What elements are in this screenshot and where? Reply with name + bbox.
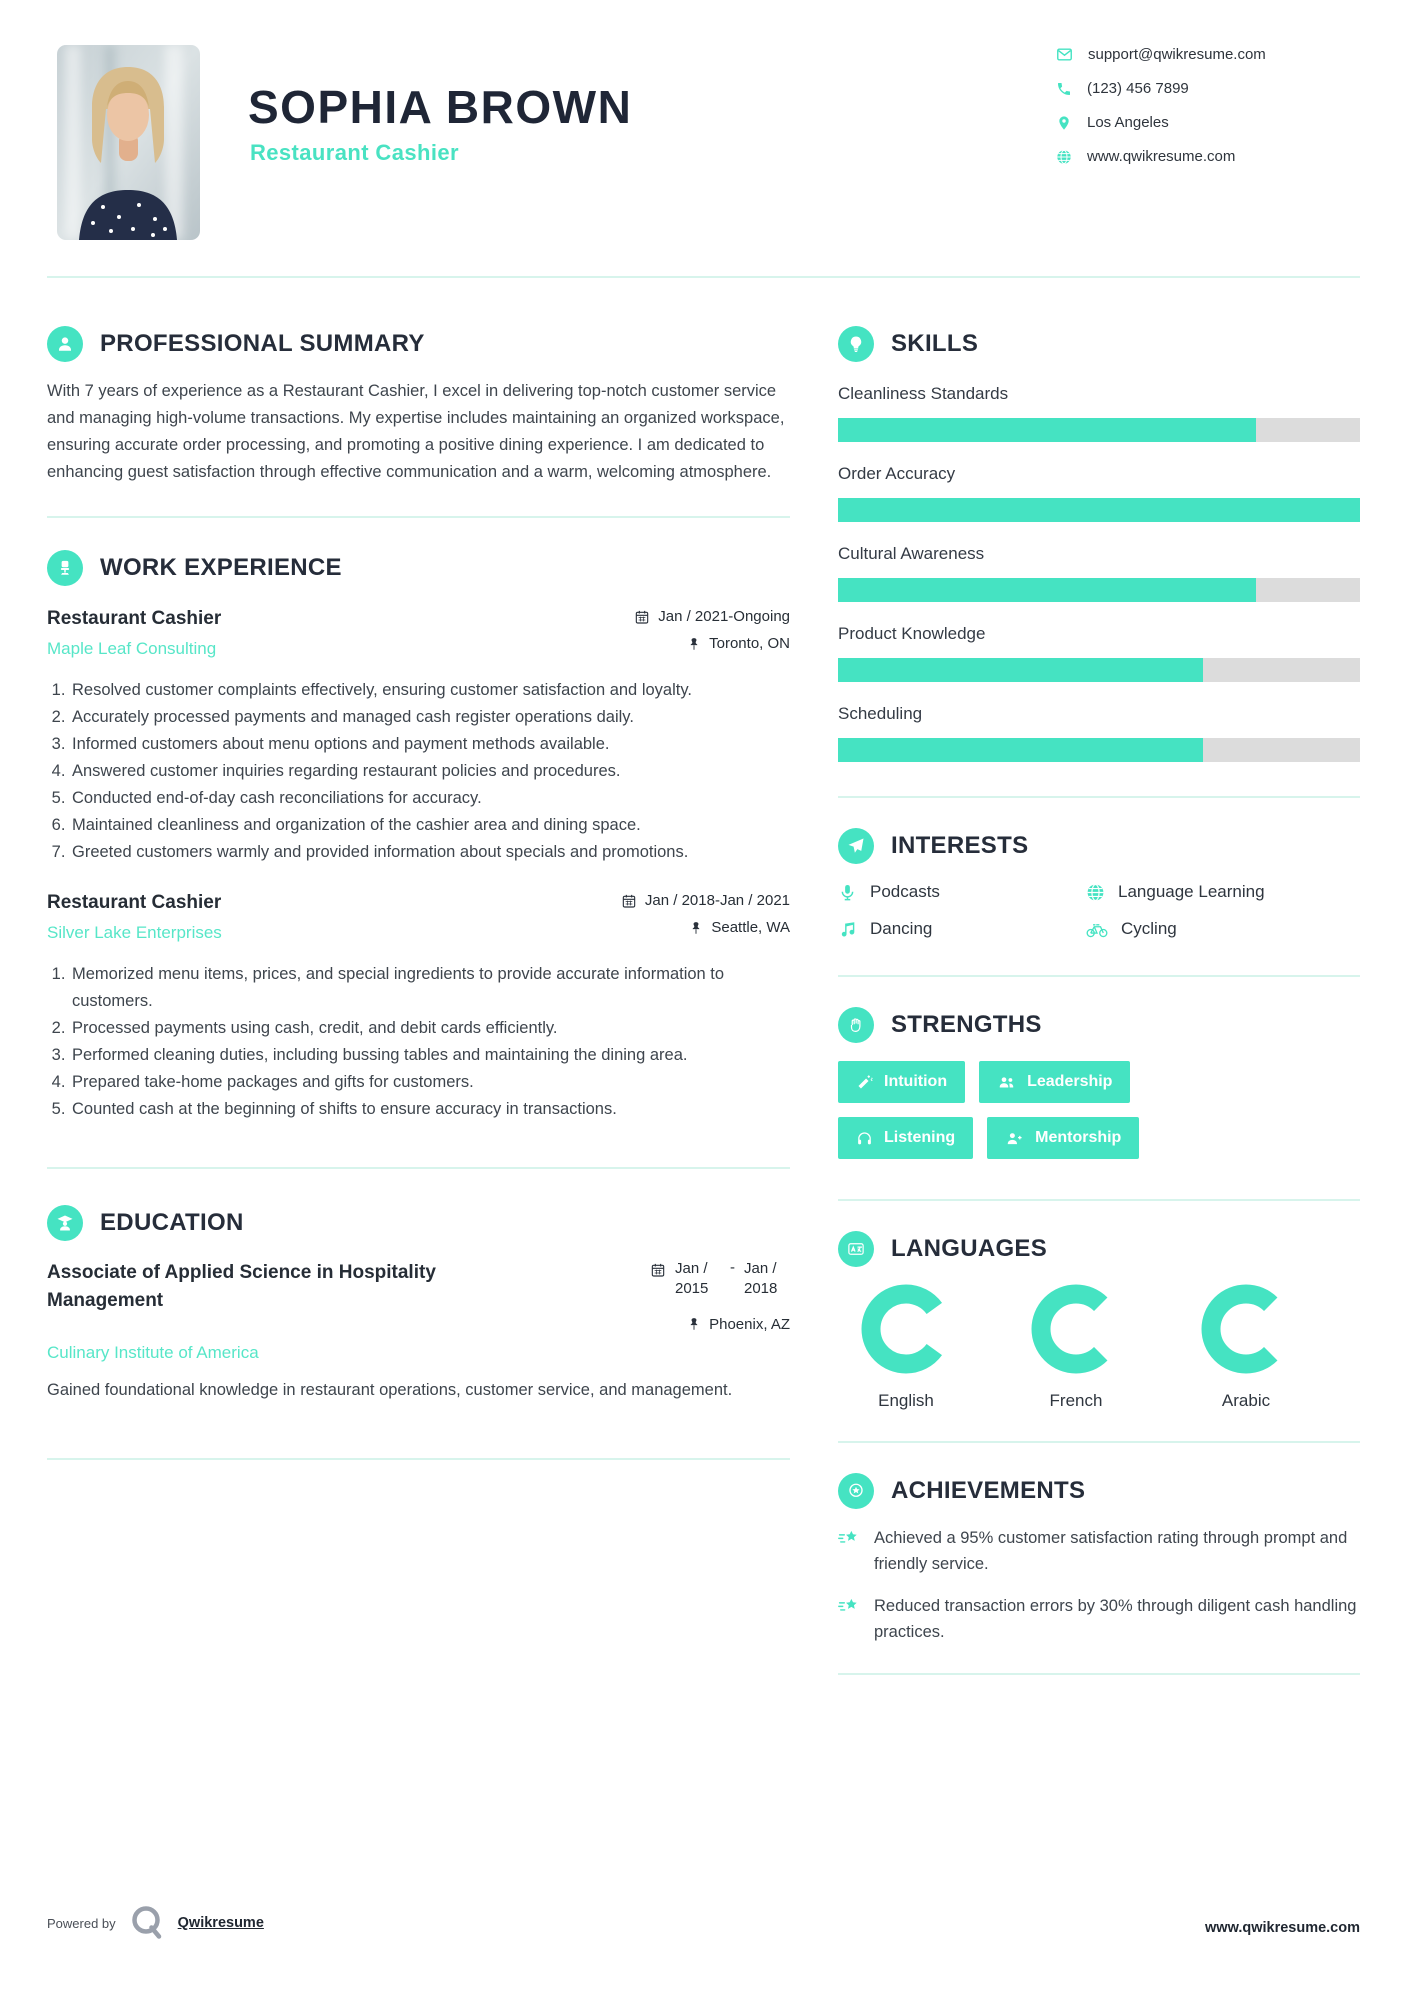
job-meta (621, 892, 790, 946)
job-bullet: 3. Informed customers about menu options and payment methods available. (70, 731, 790, 758)
contact-location (1056, 114, 1266, 131)
interest-label: Language Learning (1118, 882, 1265, 901)
person-job-title: Restaurant Cashier (250, 140, 459, 165)
bicycle-icon (1086, 920, 1108, 939)
skill-label: Product Knowledge (838, 624, 986, 643)
pushpin-icon (689, 921, 703, 935)
strengths-section-header (838, 1007, 1360, 1043)
strengths-list (838, 1061, 1258, 1159)
music-note-icon (838, 920, 857, 939)
qwikresume-brand-link[interactable]: Qwikresume (177, 1915, 264, 1931)
job-bullet: 5. Conducted end-of-day cash reconciliations for accuracy. (70, 785, 790, 812)
contact-phone-text: (123) 456 7899 (1087, 80, 1189, 97)
job-title: Restaurant Cashier (47, 608, 222, 629)
job-bullet: 5. Counted cash at the beginning of shifts to ensure accuracy in transactions. (70, 1096, 790, 1123)
location-pin-icon (1056, 115, 1072, 131)
job-bullet: 2. Processed payments using cash, credit, and debit cards efficiently. (70, 1015, 790, 1042)
job-location: Toronto, ON (709, 635, 790, 652)
pushpin-icon (687, 637, 701, 651)
language-item (1200, 1283, 1292, 1411)
users-icon (997, 1074, 1016, 1091)
language-donut (1030, 1283, 1122, 1375)
languages-section-header (838, 1231, 1360, 1267)
skill-bar (838, 658, 1360, 682)
skill-item (838, 704, 1360, 762)
job-company: Maple Leaf Consulting (47, 639, 217, 658)
job-entry (47, 892, 790, 1123)
skill-item (838, 544, 1360, 602)
language-item (860, 1283, 952, 1411)
strength-chip (979, 1061, 1130, 1103)
education-location: Phoenix, AZ (709, 1315, 790, 1333)
skill-item (838, 384, 1360, 442)
job-title: Restaurant Cashier (47, 892, 222, 913)
lightbulb-icon (838, 326, 874, 362)
job-bullet: 6. Maintained cleanliness and organization of the cashier area and dining space. (70, 812, 790, 839)
languages-list (860, 1283, 1360, 1411)
interest-label: Dancing (870, 919, 933, 938)
phone-icon (1056, 81, 1072, 97)
achievement-text: Reduced transaction errors by 30% through diligent cash handling practices. (874, 1597, 1357, 1641)
job-bullet-list (47, 961, 790, 1123)
email-icon (1056, 46, 1073, 63)
interest-label: Cycling (1121, 919, 1177, 938)
strength-chip (838, 1117, 973, 1159)
office-chair-icon (47, 550, 83, 586)
summary-text: With 7 years of experience as a Restaurant Cashier, I excel in delivering top-notch customer service and managing high-volume transactions. My expertise includes maintaining an organized workspace, ensuring accurate order processing, and promoting a positive dining experience. I am dedicated to enhancing guest satisfaction through effective communication and a warm, welcoming atmosphere. (47, 382, 785, 481)
skill-bar-fill (838, 658, 1203, 682)
interests-heading: INTERESTS (891, 832, 1029, 859)
education-date-start: Jan / 2015 (675, 1260, 709, 1298)
job-bullet: 4. Answered customer inquiries regarding restaurant policies and procedures. (70, 758, 790, 785)
contact-info (1056, 46, 1266, 165)
skill-label: Cultural Awareness (838, 544, 985, 563)
education-description: Gained foundational knowledge in restaurant operations, customer service, and management. (47, 1380, 733, 1399)
strength-label: Listening (884, 1129, 956, 1146)
job-location: Seattle, WA (711, 919, 790, 936)
language-label: English (878, 1391, 934, 1410)
summary-section-header (47, 326, 790, 362)
skill-bar (838, 498, 1360, 522)
calendar-icon (650, 1262, 666, 1278)
interest-item (1086, 919, 1360, 939)
contact-website[interactable] (1056, 148, 1266, 165)
left-column (47, 300, 790, 1460)
skill-item (838, 464, 1360, 522)
interest-item (838, 919, 1086, 939)
job-bullet-list (47, 677, 790, 866)
right-column (838, 300, 1360, 1675)
contact-phone[interactable] (1056, 80, 1266, 97)
education-section-header (47, 1205, 790, 1241)
globe-icon (1086, 883, 1105, 902)
calendar-icon (621, 893, 637, 909)
section-divider (47, 1458, 790, 1460)
shooting-star-icon (838, 1596, 860, 1616)
section-divider (838, 796, 1360, 798)
section-divider (47, 516, 790, 518)
job-meta (634, 608, 790, 662)
achievement-item (838, 1525, 1360, 1577)
person-name: SOPHIA BROWN (248, 81, 633, 133)
microphone-icon (838, 883, 857, 902)
skill-bar (838, 418, 1360, 442)
interests-list (838, 882, 1360, 939)
user-plus-icon (1005, 1130, 1024, 1147)
languages-heading: LANGUAGES (891, 1235, 1048, 1262)
language-item (1030, 1283, 1122, 1411)
contact-email[interactable] (1056, 46, 1266, 63)
qwikresume-logo-icon (128, 1903, 166, 1943)
profile-photo (57, 45, 200, 240)
fist-icon (838, 1007, 874, 1043)
skill-bar-fill (838, 418, 1256, 442)
calendar-icon (634, 609, 650, 625)
contact-website-text: www.qwikresume.com (1087, 148, 1236, 165)
job-bullet: 3. Performed cleaning duties, including bussing tables and maintaining the dining area. (70, 1042, 790, 1069)
interest-item (1086, 882, 1360, 902)
graduate-icon (47, 1205, 83, 1241)
skill-label: Scheduling (838, 704, 923, 723)
job-entry (47, 608, 790, 866)
contact-location-text: Los Angeles (1087, 114, 1169, 131)
strength-chip (838, 1061, 965, 1103)
shooting-star-icon (838, 1528, 860, 1548)
work-heading: WORK EXPERIENCE (100, 554, 342, 581)
strength-label: Mentorship (1035, 1129, 1122, 1146)
strength-label: Leadership (1027, 1073, 1113, 1090)
section-divider (838, 1199, 1360, 1201)
skills-section-header (838, 326, 1360, 362)
section-divider (47, 1167, 790, 1169)
interests-section-header (838, 828, 1360, 864)
translate-icon (838, 1231, 874, 1267)
section-divider (838, 1441, 1360, 1443)
skill-bar-fill (838, 738, 1203, 762)
globe-icon (1056, 149, 1072, 165)
job-date: Jan / 2018-Jan / 2021 (644, 892, 790, 909)
skill-item (838, 624, 1360, 682)
section-divider (838, 975, 1360, 977)
skill-label: Order Accuracy (838, 464, 956, 483)
skill-bar-fill (838, 498, 1360, 522)
strengths-heading: STRENGTHS (891, 1011, 1042, 1038)
skill-bar (838, 578, 1360, 602)
footer-website-link[interactable]: www.qwikresume.com (1205, 1920, 1360, 1936)
education-meta (650, 1259, 790, 1333)
language-donut (1200, 1283, 1292, 1375)
user-icon (47, 326, 83, 362)
education-date-end: Jan / 2018 (744, 1260, 778, 1298)
interest-item (838, 882, 1086, 902)
skill-bar (838, 738, 1360, 762)
achievement-text: Achieved a 95% customer satisfaction rating through prompt and friendly service. (874, 1529, 1348, 1573)
achievements-heading: ACHIEVEMENTS (891, 1477, 1086, 1504)
job-company: Silver Lake Enterprises (47, 923, 222, 942)
achievement-item (838, 1593, 1360, 1645)
job-bullet: 1. Memorized menu items, prices, and special ingredients to provide accurate information to customers. (70, 961, 790, 1015)
magic-wand-icon (856, 1074, 873, 1091)
education-heading: EDUCATION (100, 1209, 244, 1236)
footer-branding (47, 1903, 264, 1943)
skills-heading: SKILLS (891, 330, 979, 357)
education-entry (47, 1259, 790, 1333)
work-section-header (47, 550, 790, 586)
contact-email-text: support@qwikresume.com (1088, 46, 1266, 63)
achievements-section-header (838, 1473, 1360, 1509)
language-donut (860, 1283, 952, 1375)
job-bullet: 7. Greeted customers warmly and provided information about specials and promotions. (70, 839, 790, 866)
section-divider (838, 1673, 1360, 1675)
powered-by-label: Powered by (47, 1915, 116, 1931)
language-label: Arabic (1221, 1391, 1271, 1410)
education-school: Culinary Institute of America (47, 1342, 259, 1362)
skill-label: Cleanliness Standards (838, 384, 1009, 403)
education-degree: Associate of Applied Science in Hospitality Management (47, 1262, 436, 1311)
summary-heading: PROFESSIONAL SUMMARY (100, 330, 425, 357)
skill-bar-fill (838, 578, 1256, 602)
job-bullet: 4. Prepared take-home packages and gifts for customers. (70, 1069, 790, 1096)
job-bullet: 2. Accurately processed payments and managed cash register operations daily. (70, 704, 790, 731)
job-date: Jan / 2021-Ongoing (658, 608, 790, 625)
language-label: French (1049, 1391, 1103, 1410)
strength-label: Intuition (884, 1073, 948, 1090)
headphones-icon (856, 1130, 873, 1147)
job-bullet: 1. Resolved customer complaints effectively, ensuring customer satisfaction and loyalty. (70, 677, 790, 704)
pushpin-icon (687, 1317, 701, 1331)
interest-label: Podcasts (870, 882, 940, 901)
medal-star-icon (838, 1473, 874, 1509)
strength-chip (987, 1117, 1139, 1159)
paper-plane-icon (838, 828, 874, 864)
date-separator: - (730, 1259, 735, 1276)
header-divider (47, 276, 1360, 278)
